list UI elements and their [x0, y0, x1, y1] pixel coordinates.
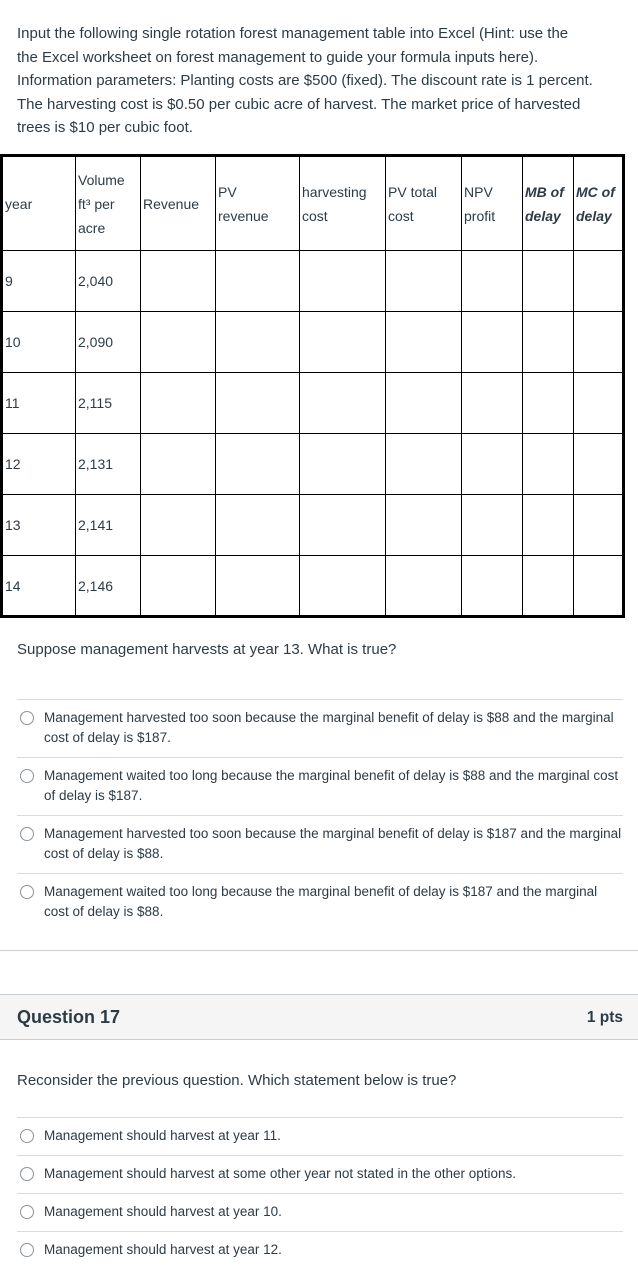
- intro-line: Information parameters: Planting costs are $500 (fixed). The discount rate is 1 percent.: [17, 72, 593, 89]
- answer-option[interactable]: [17, 815, 623, 873]
- cell-empty: [300, 373, 386, 434]
- cell-year: 12: [2, 434, 76, 495]
- cell-empty: [462, 434, 523, 495]
- radio-button[interactable]: [20, 827, 34, 841]
- answer-option[interactable]: [17, 699, 623, 757]
- table-row: [2, 312, 624, 373]
- radio-button[interactable]: [20, 1243, 34, 1257]
- answer-option[interactable]: [17, 1117, 623, 1155]
- cell-empty: [141, 495, 216, 556]
- forest-management-table: [0, 154, 625, 618]
- header-mb-delay: MB of delay: [523, 156, 574, 251]
- answer-label: Management harvested too soon because the marginal benefit of delay is $187 and the marginal cost of delay is $88.: [44, 826, 622, 861]
- cell-empty: [523, 495, 574, 556]
- answer-label: Management should harvest at year 10.: [44, 1204, 282, 1219]
- intro-paragraph: [17, 22, 629, 140]
- answer-label: Management should harvest at some other year not stated in the other options.: [44, 1166, 517, 1181]
- table-row: [2, 556, 624, 617]
- cell-year: 14: [2, 556, 76, 617]
- cell-empty: [462, 556, 523, 617]
- header-npv-profit: NPV profit: [462, 156, 523, 251]
- question-16-prompt: Suppose management harvests at year 13. What is true?: [17, 641, 397, 658]
- cell-empty: [300, 434, 386, 495]
- cell-empty: [216, 312, 300, 373]
- cell-volume: 2,141: [76, 495, 141, 556]
- table-row: [2, 434, 624, 495]
- cell-empty: [386, 373, 462, 434]
- question-17-answers: [17, 1117, 623, 1269]
- answer-label: Management should harvest at year 12.: [44, 1242, 282, 1257]
- cell-empty: [462, 312, 523, 373]
- cell-empty: [574, 495, 624, 556]
- cell-empty: [574, 251, 624, 312]
- question-17-prompt: Reconsider the previous question. Which statement below is true?: [17, 1072, 457, 1089]
- cell-empty: [574, 373, 624, 434]
- answer-option[interactable]: [17, 1193, 623, 1231]
- cell-empty: [523, 312, 574, 373]
- question-16-answers: [17, 699, 623, 931]
- cell-volume: 2,115: [76, 373, 141, 434]
- cell-empty: [300, 556, 386, 617]
- cell-empty: [141, 251, 216, 312]
- cell-year: 13: [2, 495, 76, 556]
- cell-empty: [523, 251, 574, 312]
- header-year: year: [2, 156, 76, 251]
- intro-line: The harvesting cost is $0.50 per cubic acre of harvest. The market price of harvested: [17, 95, 581, 113]
- header-pv-total-cost: PV total cost: [386, 156, 462, 251]
- radio-button[interactable]: [20, 769, 34, 783]
- question-title: Question 17: [17, 1007, 121, 1027]
- table-row: [2, 251, 624, 312]
- cell-empty: [216, 556, 300, 617]
- cell-empty: [386, 251, 462, 312]
- cell-empty: [523, 373, 574, 434]
- cell-empty: [141, 312, 216, 373]
- cell-empty: [216, 434, 300, 495]
- cell-empty: [462, 251, 523, 312]
- cell-empty: [141, 434, 216, 495]
- header-revenue: Revenue: [141, 156, 216, 251]
- cell-empty: [386, 312, 462, 373]
- cell-empty: [216, 373, 300, 434]
- cell-empty: [523, 556, 574, 617]
- intro-line: Input the following single rotation forest management table into Excel (Hint: use the: [17, 25, 569, 42]
- cell-volume: 2,131: [76, 434, 141, 495]
- cell-empty: [386, 495, 462, 556]
- cell-volume: 2,090: [76, 312, 141, 373]
- answer-label: Management waited too long because the marginal benefit of delay is $187 and the marginal cost of delay is $88.: [44, 884, 598, 919]
- cell-empty: [462, 495, 523, 556]
- header-mc-delay: MC of delay: [574, 156, 624, 251]
- cell-empty: [141, 373, 216, 434]
- intro-line: the Excel worksheet on forest management to guide your formula inputs here).: [17, 48, 539, 66]
- table-row: [2, 495, 624, 556]
- cell-empty: [386, 434, 462, 495]
- answer-option[interactable]: [17, 757, 623, 815]
- radio-button[interactable]: [20, 1129, 34, 1143]
- header-volume: Volume ft³ per acre: [76, 156, 141, 251]
- cell-volume: 2,040: [76, 251, 141, 312]
- cell-year: 10: [2, 312, 76, 373]
- radio-button[interactable]: [20, 885, 34, 899]
- intro-line: trees is $10 per cubic foot.: [17, 119, 193, 136]
- cell-volume: 2,146: [76, 556, 141, 617]
- answer-label: Management harvested too soon because the marginal benefit of delay is $88 and the marginal cost of delay is $187.: [44, 710, 614, 745]
- cell-empty: [300, 312, 386, 373]
- cell-empty: [300, 495, 386, 556]
- header-pv-revenue: PV revenue: [216, 156, 300, 251]
- table-header-row: [2, 156, 624, 251]
- radio-button[interactable]: [20, 1205, 34, 1219]
- answer-option[interactable]: [17, 1155, 623, 1193]
- cell-empty: [216, 495, 300, 556]
- cell-empty: [386, 556, 462, 617]
- cell-year: 9: [2, 251, 76, 312]
- answer-label: Management waited too long because the marginal benefit of delay is $88 and the marginal cost of delay is $187.: [44, 768, 619, 803]
- cell-year: 11: [2, 373, 76, 434]
- question-points: 1 pts: [586, 1009, 623, 1026]
- answer-option[interactable]: [17, 873, 623, 931]
- cell-empty: [574, 556, 624, 617]
- answer-label: Management should harvest at year 11.: [44, 1128, 281, 1143]
- cell-empty: [300, 251, 386, 312]
- radio-button[interactable]: [20, 711, 34, 725]
- table-row: [2, 373, 624, 434]
- header-harvesting-cost: harvesting cost: [300, 156, 386, 251]
- answer-option[interactable]: [17, 1231, 623, 1269]
- cell-empty: [574, 434, 624, 495]
- question-17-header: [0, 994, 638, 1040]
- cell-empty: [574, 312, 624, 373]
- cell-empty: [141, 556, 216, 617]
- question-divider: [0, 950, 638, 951]
- cell-empty: [523, 434, 574, 495]
- cell-empty: [462, 373, 523, 434]
- radio-button[interactable]: [20, 1167, 34, 1181]
- cell-empty: [216, 251, 300, 312]
